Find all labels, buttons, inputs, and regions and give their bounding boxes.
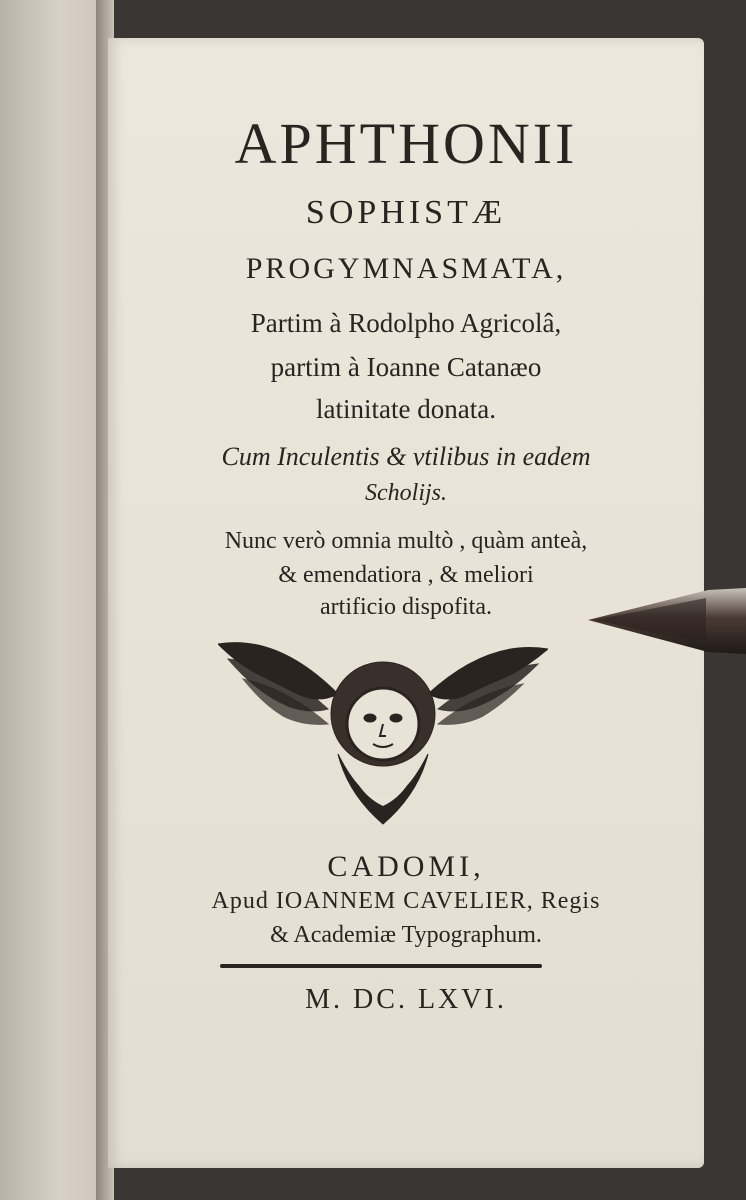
translator-line-3: latinitate donata.: [316, 394, 496, 424]
author-heading: APHTHONII: [234, 111, 578, 176]
winged-cherub-head-icon: [218, 634, 548, 834]
translator-line-1: Partim à Rodolpho Agricolâ,: [250, 308, 562, 338]
work-title: PROGYMNASMATA,: [245, 252, 567, 285]
imprint-city: CADOMI,: [327, 850, 485, 883]
pointer-stick-icon: [588, 582, 746, 660]
author-title: SOPHISTÆ: [305, 194, 507, 231]
edition-line-2: & emendatiora , & meliori: [278, 562, 534, 588]
divider-rule: [220, 964, 542, 968]
imprint-date: M. DC. LXVI.: [305, 984, 507, 1015]
translator-line-2: partim à Ioanne Catanæo: [270, 352, 542, 382]
scholia-line-1: Cum Inculentis & vtilibus in eadem: [221, 442, 591, 471]
book-binding-left: [0, 0, 100, 1200]
imprint-role: & Academiæ Typographum.: [270, 922, 542, 948]
edition-line-1: Nunc verò omnia multò , quàm anteà,: [224, 528, 588, 554]
imprint-printer: Apud IOANNEM CAVELIER, Regis: [211, 888, 601, 914]
scholia-line-2: Scholijs.: [365, 480, 447, 506]
edition-line-3: artificio dispofita.: [320, 594, 492, 620]
